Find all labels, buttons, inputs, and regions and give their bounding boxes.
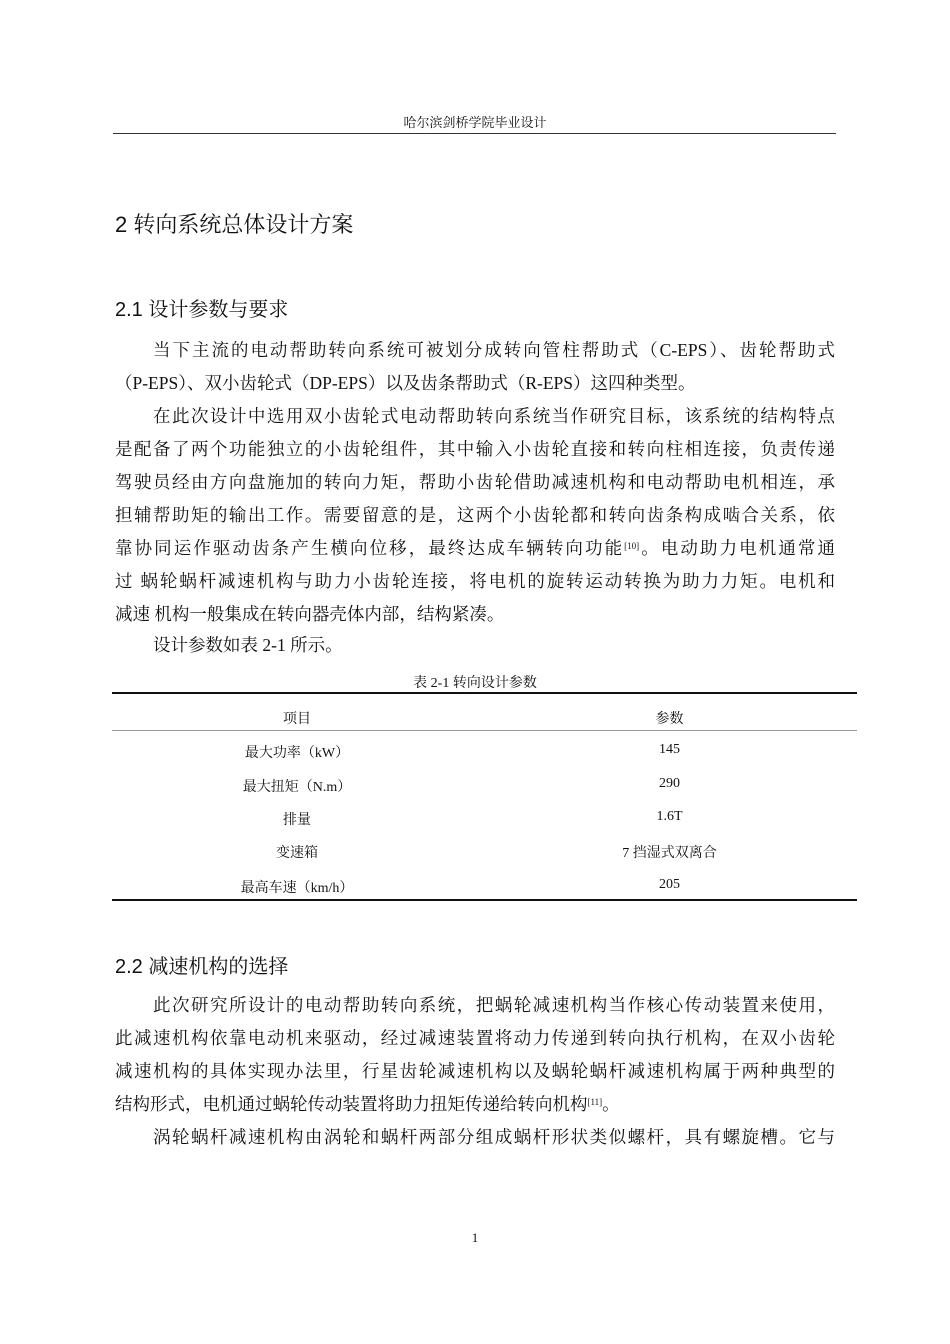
parameter-table <box>112 692 857 901</box>
cell: 7 挡湿式双离合 <box>622 846 717 861</box>
paragraph-line: 涡轮蜗杆减速机构由涡轮和蜗杆两部分组成蜗杆形状类似螺杆，具有螺旋槽。它与 <box>153 1127 835 1147</box>
paragraph-line: 当下主流的电动帮助转向系统可被划分成转向管柱帮助式（C-EPS）、齿轮帮助式 <box>153 340 835 360</box>
paragraph-line: 此次研究所设计的电动帮助转向系统，把蜗轮减速机构当作核心传动装置来使用， <box>153 995 835 1015</box>
section-title-2-2: 2.2 减速机构的选择 <box>115 956 289 978</box>
cell: 最大功率（kW） <box>244 746 350 761</box>
header-cell: 参数 <box>655 712 684 727</box>
header-rule <box>112 730 857 731</box>
cell: 排量 <box>283 813 311 828</box>
text: 。电动助力电机通常通 <box>639 538 836 558</box>
table-caption: 表 2-1 转向设计参数 <box>413 676 537 691</box>
header-cell: 项目 <box>283 712 311 727</box>
cell: 205 <box>659 877 680 892</box>
running-header: 哈尔滨剑桥学院毕业设计 <box>403 115 547 130</box>
citation: [11] <box>587 1097 603 1107</box>
paragraph-line: 驾驶员经由方向盘施加的转向力矩，帮助小齿轮借助减速机构和电动帮助电机相连，承 <box>115 472 835 492</box>
paragraph-line: 减速机构的具体实现办法里，行星齿轮减速机构以及蜗轮蜗杆减速机构属于两种典型的 <box>115 1061 835 1081</box>
paragraph-line: 减速 机构一般集成在转向器壳体内部，结构紧凑。 <box>115 604 505 624</box>
paragraph-line: 担辅帮助矩的输出工作。需要留意的是，这两个小齿轮都和转向齿条构成啮合关系，依 <box>115 505 835 525</box>
paragraph-line <box>115 1092 835 1116</box>
paragraph-line <box>115 536 835 560</box>
cell: 变速箱 <box>276 846 318 861</box>
chapter-title: 2 转向系统总体设计方案 <box>115 212 354 237</box>
section-title-2-1: 2.1 设计参数与要求 <box>115 299 289 321</box>
paragraph-line: 在此次设计中选用双小齿轮式电动帮助转向系统当作研究目标，该系统的结构特点 <box>153 406 835 426</box>
paragraph-line: （P-EPS）、双小齿轮式（DP-EPS）以及齿条帮助式（R-EPS）这四种类型。 <box>115 373 696 393</box>
cell: 1.6T <box>656 809 683 824</box>
text: 靠协同运作驱动齿条产生横向位移，最终达成车辆转向功能 <box>115 538 625 558</box>
cell: 最大扭矩（N.m） <box>242 780 352 795</box>
cell: 最高车速（km/h） <box>240 881 354 896</box>
paragraph-line: 过 蜗轮蜗杆减速机构与助力小齿轮连接，将电机的旋转运动转换为助力力矩。电机和 <box>115 571 835 591</box>
text: 结构形式，电机通过蜗轮传动装置将助力扭矩传递给转向机构 <box>115 1094 588 1114</box>
cell: 145 <box>659 742 680 757</box>
header-rule <box>113 133 836 134</box>
page-number: 1 <box>471 1230 479 1245</box>
cell: 290 <box>659 776 680 791</box>
text: 。 <box>602 1094 620 1114</box>
paragraph-line: 设计参数如表 2-1 所示。 <box>153 635 343 655</box>
paragraph-line: 此减速机构依靠电动机来驱动，经过减速装置将动力传递到转向执行机构，在双小齿轮 <box>115 1028 835 1048</box>
citation: [10] <box>624 541 640 551</box>
paragraph-line: 是配备了两个功能独立的小齿轮组件，其中输入小齿轮直接和转向柱相连接，负责传递 <box>115 439 835 459</box>
